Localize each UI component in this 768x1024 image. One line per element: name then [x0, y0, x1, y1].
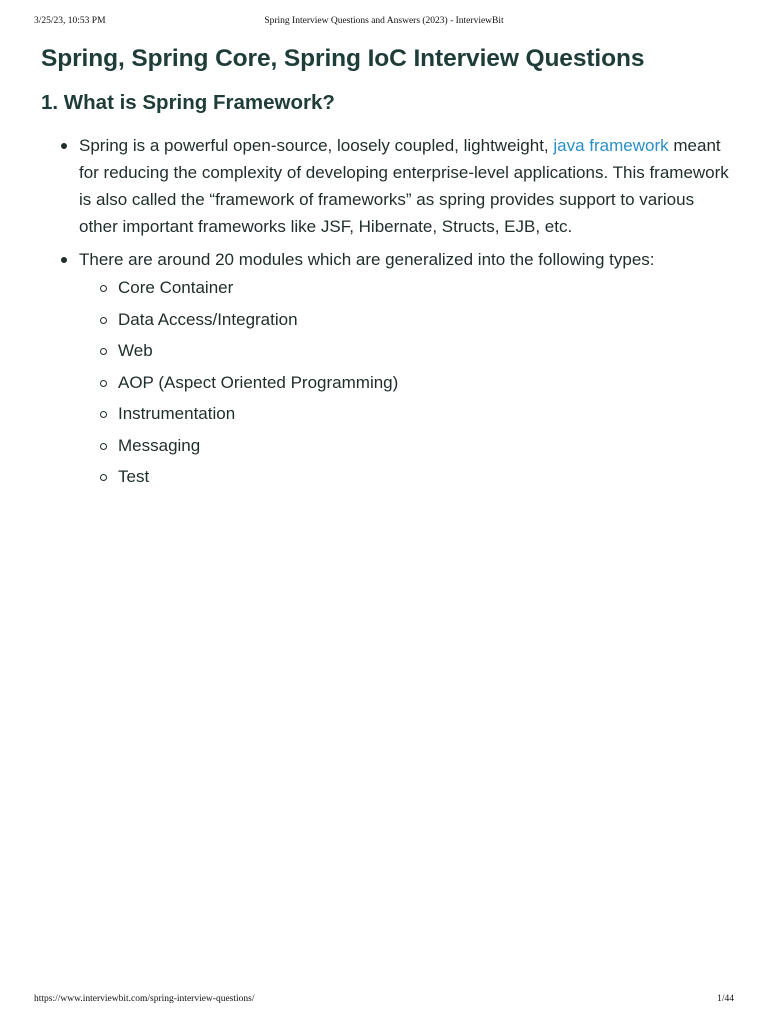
module-label: Instrumentation	[118, 404, 236, 423]
module-item	[79, 435, 731, 457]
page-number: 1/44	[717, 994, 734, 1004]
bullet-text-before: Spring is a powerful open-source, loosely coupled, lightweight,	[79, 136, 554, 155]
module-item	[79, 403, 731, 425]
module-item	[79, 309, 731, 331]
question-title: 1. What is Spring Framework?	[41, 91, 335, 114]
list-item	[41, 246, 731, 488]
module-item	[79, 277, 731, 299]
module-item	[79, 340, 731, 362]
bullet-circle-icon	[100, 411, 107, 418]
article-content	[41, 42, 731, 494]
bullet-circle-icon	[100, 285, 107, 292]
module-item	[79, 372, 731, 394]
module-label: Data Access/Integration	[118, 309, 298, 329]
module-label: Core Container	[118, 278, 234, 297]
bullet-circle-icon	[100, 443, 107, 450]
module-label: Messaging	[118, 435, 201, 455]
print-footer	[0, 994, 768, 1008]
module-item	[79, 466, 731, 488]
bullet-disc-icon	[61, 257, 67, 263]
print-header	[0, 16, 768, 30]
bullet-circle-icon	[100, 348, 107, 355]
print-url: https://www.interviewbit.com/spring-interview-questions/	[34, 994, 255, 1004]
section-title: Spring, Spring Core, Spring IoC Interview Questions	[41, 45, 645, 72]
module-label: Test	[118, 467, 150, 486]
list-item	[41, 132, 731, 240]
answer-list	[41, 132, 731, 488]
java-framework-link[interactable]: java framework	[553, 136, 669, 155]
bullet-disc-icon	[61, 143, 67, 149]
print-date: 3/25/23, 10:53 PM	[34, 16, 106, 26]
bullet-circle-icon	[100, 474, 107, 481]
modules-intro-text: There are around 20 modules which are generalized into the following types:	[79, 250, 655, 269]
bullet-circle-icon	[100, 380, 107, 387]
module-label: Web	[118, 341, 153, 360]
bullet-text-after: meant for reducing the complexity of developing enterprise-level applications. This framework is also called the “framework of frameworks” as spring provides support to various other important frameworks like JSF, Hibernate, Structs, EJB, etc.	[79, 136, 729, 236]
module-label: AOP (Aspect Oriented Programming)	[118, 372, 399, 392]
bullet-circle-icon	[100, 317, 107, 324]
modules-list	[79, 277, 731, 488]
print-document-title: Spring Interview Questions and Answers (2023) - InterviewBit	[264, 16, 504, 26]
